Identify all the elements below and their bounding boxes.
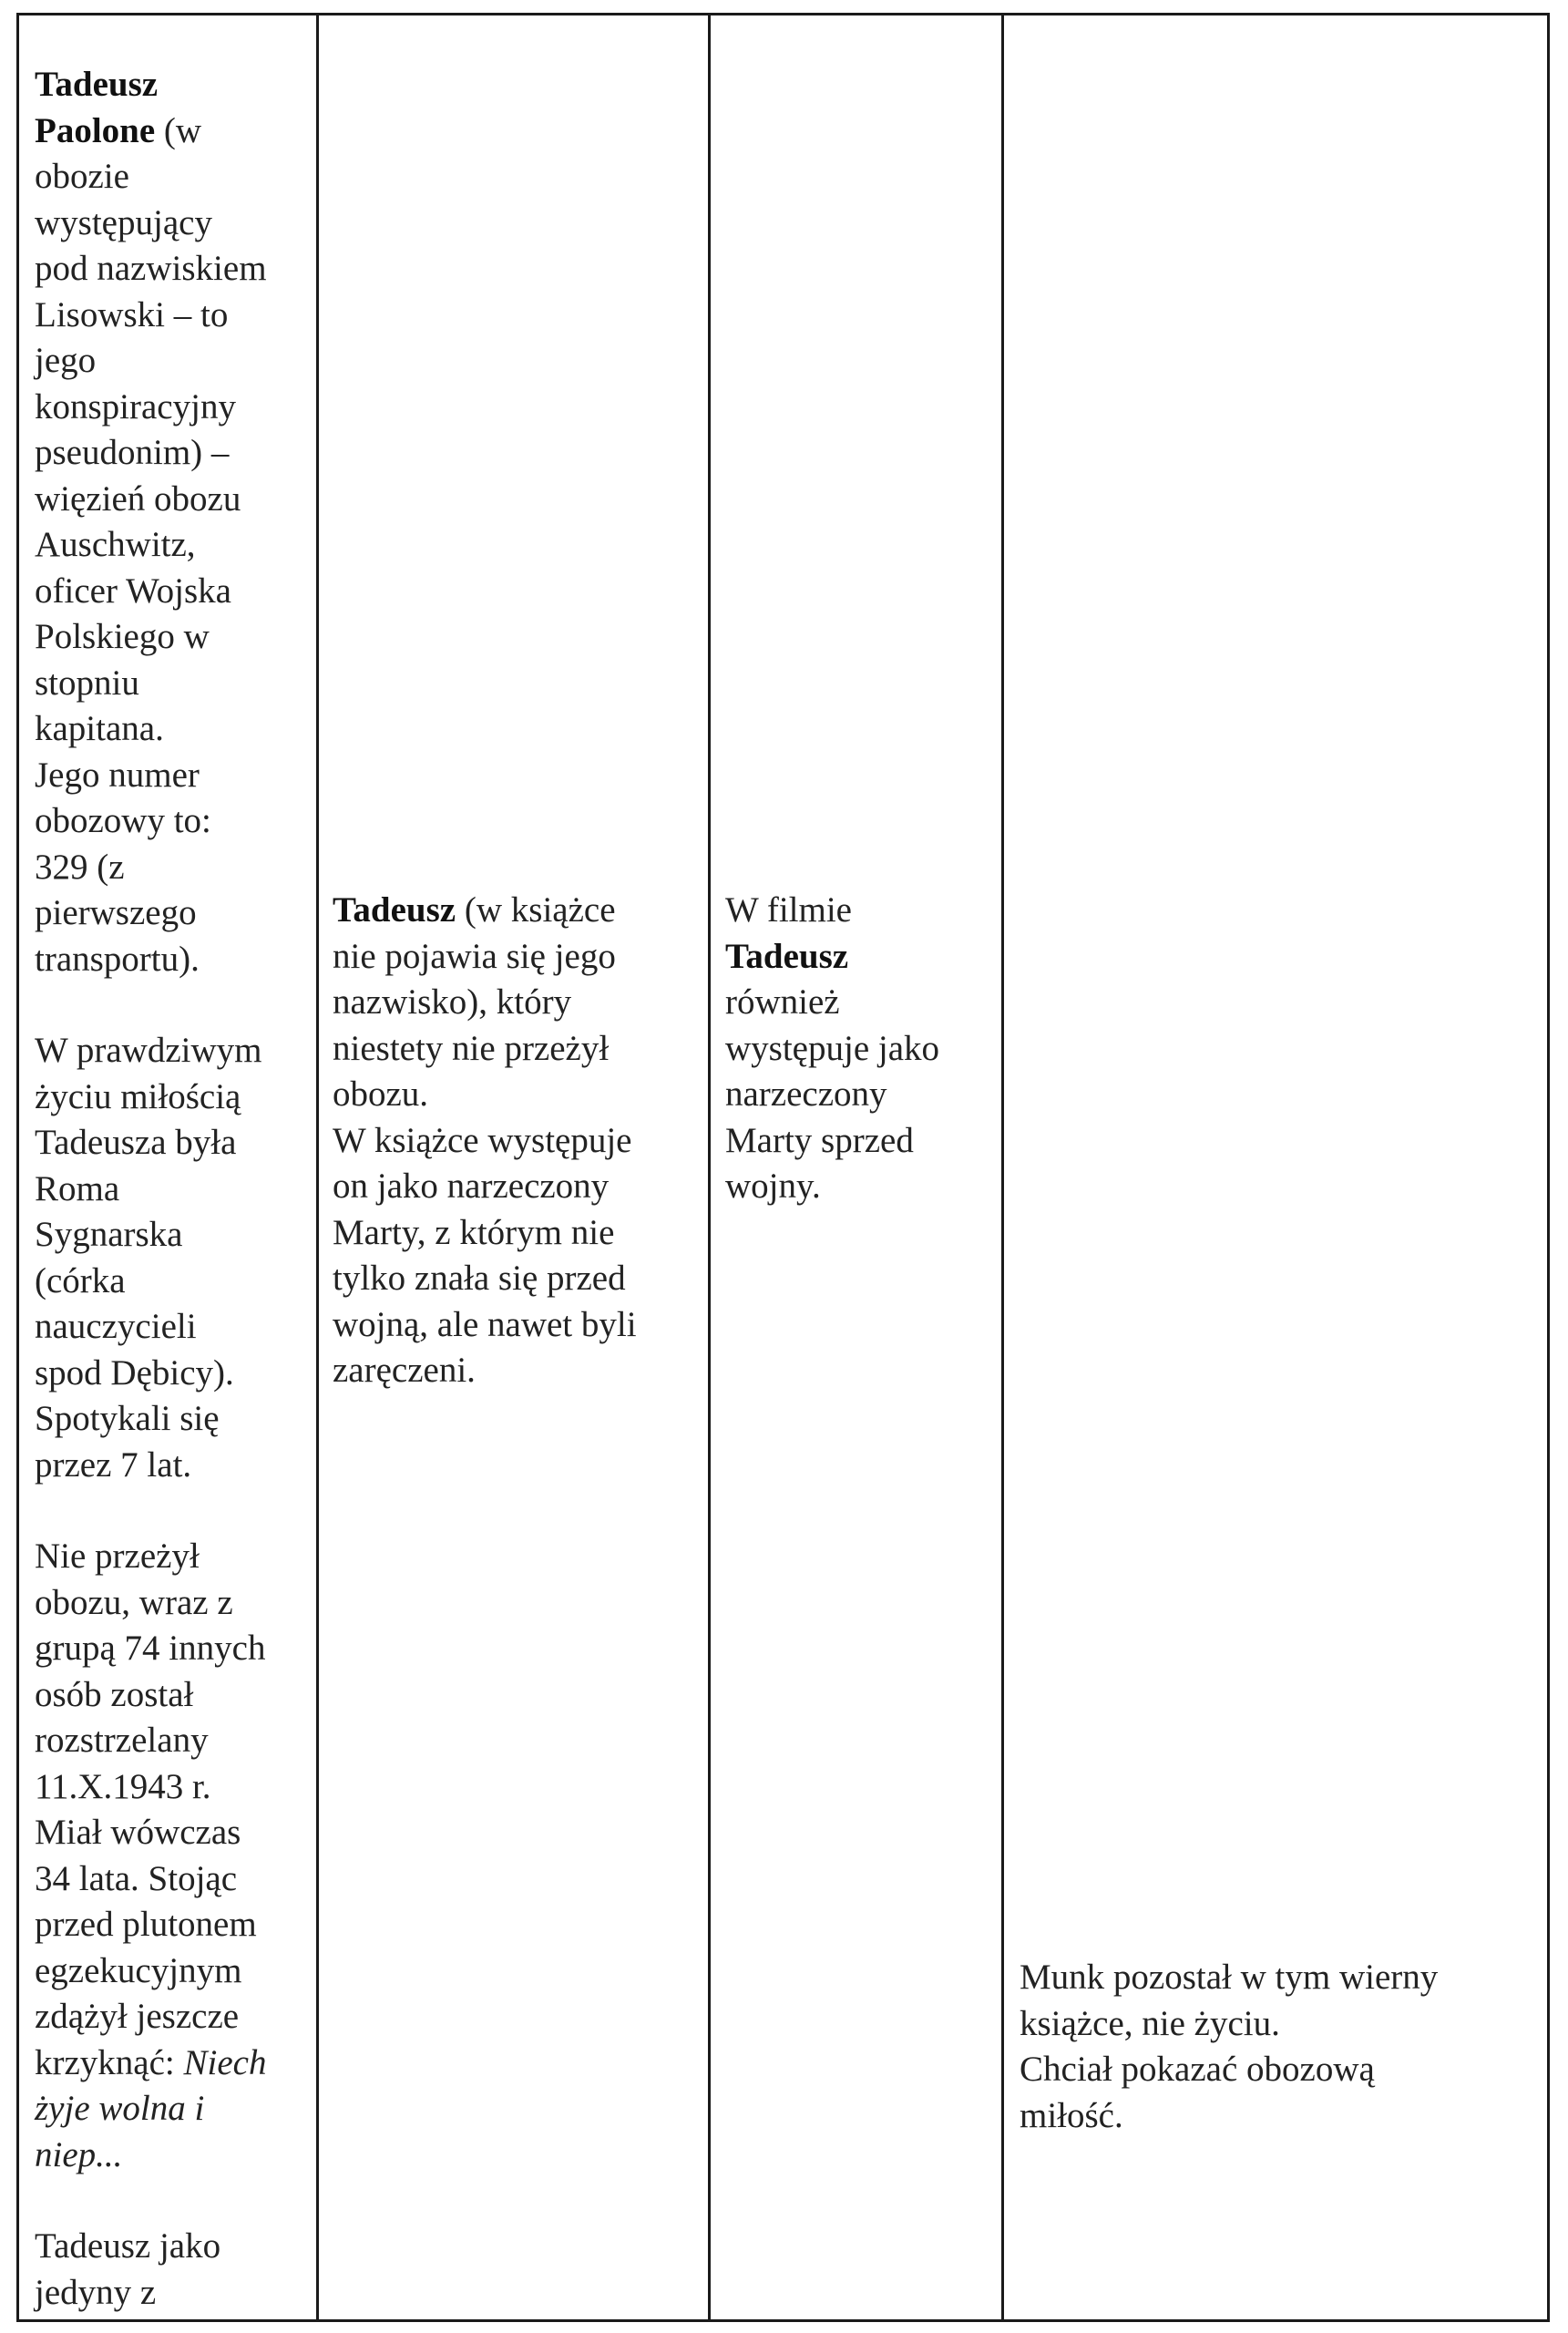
col1-p2-line: życiu miłością	[35, 1076, 241, 1116]
col2-line: nazwisko), który	[333, 982, 572, 1022]
col1-p3-line: egzekucyjnym	[35, 1950, 242, 1990]
col1-p2-line: Spotykali się	[35, 1399, 220, 1438]
col2-cell	[333, 888, 637, 1394]
col1-p2-line: Sygnarska	[35, 1215, 183, 1254]
col1-p2-line: (córka	[35, 1260, 126, 1300]
col2-line: W książce występuje	[333, 1120, 632, 1160]
col1-name-part1: Tadeusz	[35, 65, 159, 104]
col1-p1-line: (w	[155, 110, 202, 150]
col3-line: również	[725, 982, 840, 1022]
col4-line: miłość.	[1020, 2095, 1123, 2135]
col1-p2-line: W prawdziwym	[35, 1031, 262, 1070]
col1-p2-line: nauczycieli	[35, 1307, 197, 1346]
col4-paragraph	[1020, 1955, 1438, 2139]
column-divider-2	[708, 15, 711, 2319]
col2-line: on jako narzeczony	[333, 1166, 610, 1206]
column-divider-3	[1001, 15, 1004, 2319]
col2-line: Marty, z którym nie	[333, 1212, 615, 1252]
col1-p1-line: pseudonim) –	[35, 433, 230, 472]
col1-p3-line: obozu, wraz z	[35, 1582, 233, 1622]
col1-p1-line: występujący	[35, 202, 212, 242]
col1-p3-line: Miał wówczas	[35, 1813, 241, 1852]
col1-p3-line: grupą 74 innych	[35, 1629, 266, 1668]
col1-p1-line: kapitana.	[35, 709, 164, 748]
col1-p2-line: Tadeusza była	[35, 1123, 237, 1162]
col1-p3-line: 11.X.1943 r.	[35, 1766, 211, 1806]
col3-line: występuje jako	[725, 1028, 940, 1068]
col1-p2-line: Roma	[35, 1168, 120, 1208]
col2-line: wojną, ale nawet byli	[333, 1304, 637, 1344]
col2-line: nie pojawia się jego	[333, 936, 616, 976]
col2-line: tylko znała się przed	[333, 1259, 626, 1298]
col1-p1-line: 329 (z	[35, 847, 125, 887]
col4-line: Chciał pokazać obozową	[1020, 2050, 1375, 2089]
col2-line: obozu.	[333, 1074, 429, 1114]
col1-p3-line: Nie przeżył	[35, 1536, 200, 1576]
col1-p1-line: obozowy to:	[35, 801, 211, 840]
col1-paragraph-2	[35, 1028, 267, 1488]
col3-line: narzeczony	[725, 1074, 887, 1114]
col2-line: (w książce	[456, 890, 616, 930]
col1-p3-line: rozstrzelany	[35, 1721, 209, 1760]
col2-name: Tadeusz	[333, 890, 456, 930]
col4-cell	[1020, 1955, 1438, 2139]
col1-p3-line: osób został	[35, 1674, 194, 1714]
col2-paragraph	[333, 888, 637, 1394]
column-divider-1	[316, 15, 319, 2319]
col1-p4-line: Tadeusz jako	[35, 2226, 221, 2266]
col1-p2-line: spod Dębicy).	[35, 1352, 234, 1393]
col1-paragraph-3	[35, 1534, 267, 2178]
col1-p1-line: stopniu	[35, 663, 139, 703]
col4-line: Munk pozostał w tym wierny	[1020, 1958, 1439, 1997]
col1-p1-line: konspiracyjny	[35, 386, 236, 427]
col1-p4-line: jedyny z	[35, 2272, 157, 2312]
col1-quote-text: żyje wolna i	[35, 2089, 205, 2128]
col1-p1-line: Lisowski – to	[35, 294, 229, 334]
col2-line: zaręczeni.	[333, 1351, 476, 1390]
col4-line: książce, nie życiu.	[1020, 2003, 1280, 2043]
col3-cell	[725, 888, 939, 1210]
col1-p1-line: jego	[35, 341, 97, 380]
col1-p1-line: więzień obozu	[35, 478, 241, 519]
col1-p3-line: przed plutonem	[35, 1905, 257, 1944]
col1-quote-text: niep...	[35, 2134, 123, 2174]
col3-paragraph	[725, 888, 939, 1210]
col1-p1-line: pod nazwiskiem	[35, 249, 267, 288]
col3-line: Marty sprzed	[725, 1120, 914, 1160]
col1-quote-text: Niech	[183, 2042, 267, 2082]
col1-p3-line: zdążył jeszcze	[35, 1997, 240, 2036]
col1-p2-line: przez 7 lat.	[35, 1444, 192, 1485]
col3-name: Tadeusz	[725, 936, 849, 976]
col1-p1-line: obozie	[35, 157, 129, 196]
col1-p1-line: Auschwitz,	[35, 525, 196, 564]
col1-paragraph-1	[35, 62, 267, 982]
col1-cell	[35, 62, 267, 2316]
col1-p1-line: pierwszego	[35, 893, 197, 932]
col3-line: W filmie	[725, 890, 852, 930]
col1-p3-line: 34 lata. Stojąc	[35, 1858, 238, 1898]
col1-p1-line: transportu).	[35, 939, 200, 979]
col1-p1-line: Polskiego w	[35, 617, 210, 656]
col3-line: wojny.	[725, 1166, 821, 1206]
col1-p1-line: Jego numer	[35, 755, 200, 795]
col1-p1-line: oficer Wojska	[35, 570, 231, 611]
col1-paragraph-4	[35, 2224, 267, 2316]
col2-line: niestety nie przeżył	[333, 1028, 610, 1068]
col1-name-part2: Paolone	[35, 110, 156, 150]
col1-p3-line: krzyknąć:	[35, 2042, 184, 2082]
